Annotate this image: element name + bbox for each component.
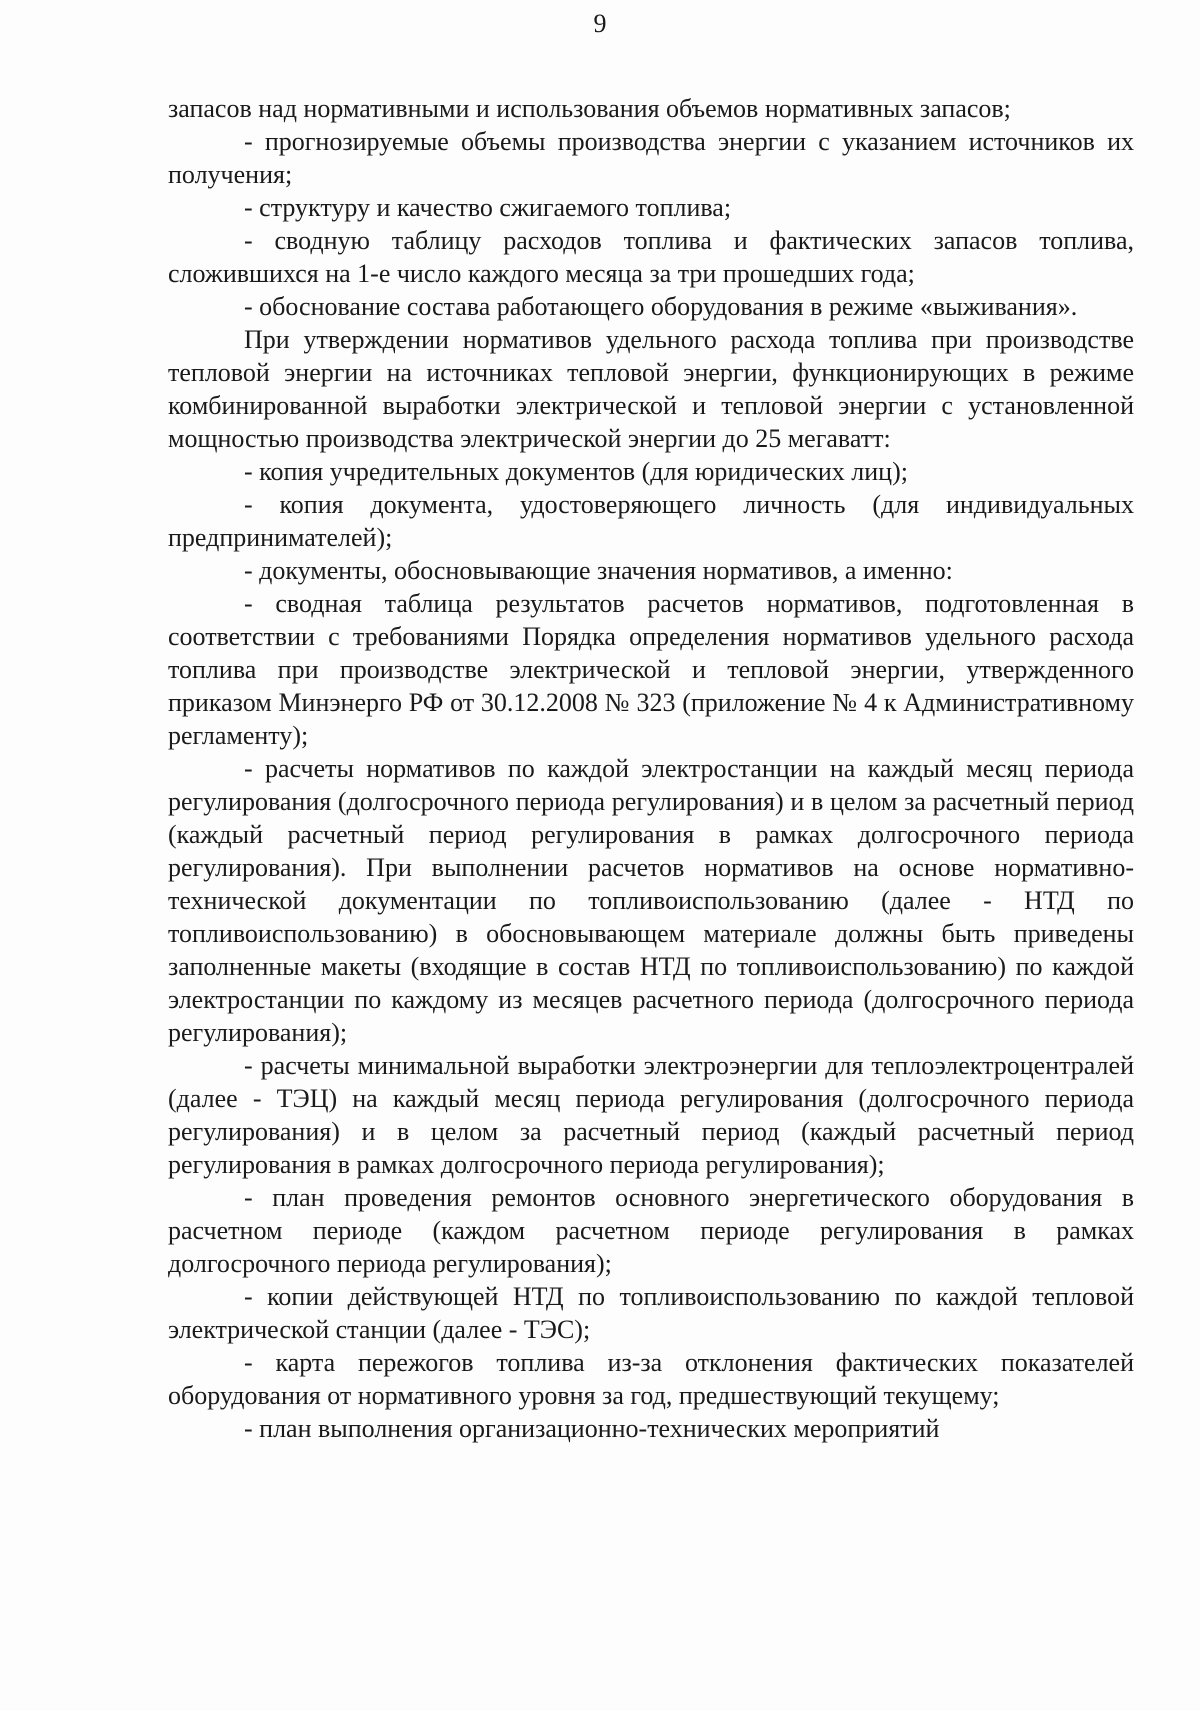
list-item: - план проведения ремонтов основного энергетического оборудования в расчетном периоде (каждом расчетном периоде регулирования в рамках долгосрочного периода регулирования); (168, 1183, 1134, 1278)
list-item: - копия учредительных документов (для юридических лиц); (244, 457, 908, 486)
document-body (168, 92, 1134, 1445)
list-item: - сводную таблицу расходов топлива и фактических запасов топлива, сложившихся на 1-е число каждого месяца за три прошедших года; (168, 226, 1134, 288)
list-item: - копия документа, удостоверяющего личность (для индивидуальных предпринимателей); (168, 490, 1134, 552)
list-item: - копии действующей НТД по топливоиспользованию по каждой тепловой электрической станции (далее - ТЭС); (168, 1282, 1134, 1344)
paragraph: запасов над нормативными и использования объемов нормативных запасов; (168, 94, 1011, 123)
list-item: - структуру и качество сжигаемого топлива; (244, 193, 732, 222)
list-item: - расчеты нормативов по каждой электростанции на каждый месяц периода регулирования (долгосрочного периода регулирования) и в целом за расчетный период (каждый расчетный период регулирования в рамках долгосрочного периода регулирования). При выполнении расчетов нормативов на основе нормативно-технической документации по топливоиспользованию (далее - НТД по топливоиспользованию) в обосновывающем материале должны быть приведены заполненные макеты (входящие в состав НТД по топливоиспользованию) по каждой электростанции по каждому из месяцев расчетного периода (долгосрочного периода регулирования); (168, 754, 1134, 1047)
list-item: - план выполнения организационно-технических мероприятий (244, 1414, 940, 1443)
paragraph: При утверждении нормативов удельного расхода топлива при производстве тепловой энергии на источниках тепловой энергии, функционирующих в режиме комбинированной выработки электрической и тепловой энергии с установленной мощностью производства электрической энергии до 25 мегаватт: (168, 325, 1134, 453)
page-number: 9 (593, 9, 607, 38)
list-item: - расчеты минимальной выработки электроэнергии для теплоэлектроцентралей (далее - ТЭЦ) на каждый месяц периода регулирования (долгосрочного периода регулирования) и в целом за расчетный период (каждый расчетный период регулирования в рамках долгосрочного периода регулирования); (168, 1051, 1134, 1179)
list-item: - карта пережогов топлива из-за отклонения фактических показателей оборудования от нормативного уровня за год, предшествующий текущему; (168, 1348, 1134, 1410)
list-item: - обоснование состава работающего оборудования в режиме «выживания». (244, 292, 1078, 321)
list-item: - прогнозируемые объемы производства энергии с указанием источников их получения; (168, 127, 1134, 189)
list-item: - документы, обосновывающие значения нормативов, а именно: (244, 556, 953, 585)
list-item: - сводная таблица результатов расчетов нормативов, подготовленная в соответствии с требованиями Порядка определения нормативов удельного расхода топлива при производстве электрической и тепловой энергии, утвержденного приказом Минэнерго РФ от 30.12.2008 № 323 (приложение № 4 к Административному регламенту); (168, 589, 1134, 750)
